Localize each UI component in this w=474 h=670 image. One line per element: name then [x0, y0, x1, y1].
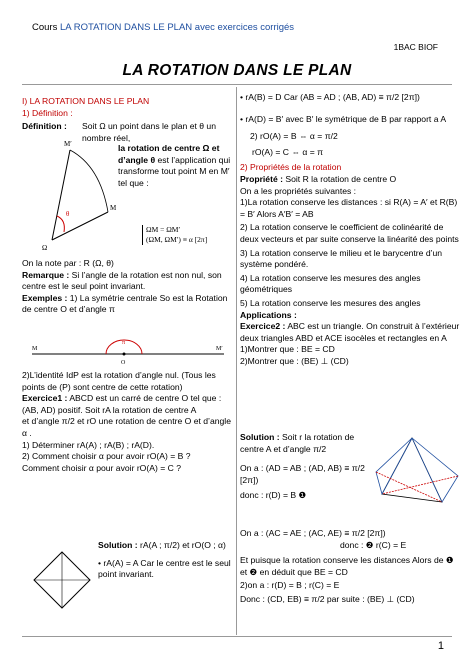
definition-text-1: Soit Ω un point dans le plan et θ un nombre réel, [82, 121, 216, 143]
definition-system [142, 225, 207, 245]
class-level: 1BAC BIOF [393, 42, 438, 52]
triangles-figure [372, 432, 464, 514]
exemples-label: Exemples : [22, 292, 68, 303]
footer-divider [22, 636, 452, 637]
label-m-left: M [32, 346, 38, 352]
property-2: 2) La rotation conserve le coefficient de colinéarité de deux vecteurs et par suite conserve la linéarité des points [240, 222, 459, 244]
notation-block [22, 258, 232, 316]
solution1-2b: rO(A) = C ⇔ α = π [252, 146, 324, 157]
example-2: 2)L’identité IdP est la rotation d’angle nul. (Tous les points de (P) sont centre de cette rotation) [22, 370, 216, 392]
property-5: 5) La rotation conserve les mesures des angles [240, 297, 421, 308]
exercice2-q1: 1)Montrer que : BE = CD [240, 344, 335, 355]
segment-omega-m [52, 212, 108, 240]
solution2-label: Solution : [240, 432, 280, 442]
course-header [32, 22, 294, 33]
notation: On la note par : R (Ω, θ) [22, 258, 114, 268]
column-divider [236, 87, 237, 635]
solution2-ona-2: On a : (AC = AE ; (AC, AE) ≡ π/2 [2π]) [240, 528, 386, 538]
example-1: 1) La symétrie centrale So est la Rotation de centre O et d’angle π [22, 292, 228, 315]
segment-eb [382, 476, 458, 494]
solution2-ona-1: On a : (AD = AB ; (AD, AB) ≡ π/2 [2π]) [240, 463, 365, 485]
label-pi: π [122, 340, 126, 346]
question-2: 2) Comment choisir α pour avoir rO(A) = B ? [22, 451, 191, 462]
subsection-heading: 1) Définition : [22, 107, 73, 118]
property-intro: Soit R la rotation de centre O [285, 173, 397, 184]
question-1: 1) Déterminer rA(A) ; rA(B) ; rA(D). [22, 439, 155, 450]
label-theta: θ [66, 210, 70, 218]
solution1-2a: 2) rO(A) = B ⇔ α = π/2 [250, 131, 338, 142]
label-o: O [121, 360, 126, 366]
solution1-block: Solution : rA(A ; π/2) et rO(O ; α) • rA(A) = A Car le centre est le seul point invariant. [98, 540, 231, 580]
page-title: LA ROTATION DANS LE PLAN [122, 62, 352, 79]
solution2-puisque: Et puisque la rotation conserve les distances Alors de ❶ et ❷ en déduit que BE = CD [240, 555, 454, 577]
definition-eq-1: ΩM = ΩM′ [146, 225, 181, 234]
exercice1-label: Exercice1 : [22, 393, 68, 404]
right-column: • rA(B) = D Car (AB = AD ; (AB, AD) ≡ π/2 [2π]) • rA(D) = B′ avec B′ le symétrique de B par rapport a A 2) rO(A) = B ⇔ α = π/2 rO(A) = C ⇔ α = π 2) Propriétés de la rotation Propriété : Soit R la rotation de centre O On a les propriétés suivantes : 1)La rotation conserve les distances : si R(A) = A′ et R(B) = B′ Alors A′B′ = AB 2) La rotation conserve le coefficient de colinéarité de deux vecteurs et par suite conserve la linéarité des points 3) La rotation conserve le milieu et le barycentre d’un système pondéré. 4) La rotation conserve les mesures des angles géométriques 5) La rotation conserve les mesures des angles Applications : Exercice2 : ABC est un triangle. On construit à l’extérieur deux triangles ABD et ACE isocèles et rectangles en A 1)Montrer que : BE = CD 2)Montrer que : (BE) ⊥ (CD) [240, 92, 462, 367]
definition-label: Définition : [22, 121, 67, 131]
definition-bold: la rotation de centre Ω et d’angle θ [118, 143, 220, 165]
symmetry-figure [24, 330, 232, 368]
label-omega: Ω [42, 244, 48, 252]
solution1-intro: rA(A ; π/2) et rO(O ; α) [140, 540, 226, 550]
applications-heading: Applications : [240, 309, 297, 320]
property-intro-2: On a les propriétés suivantes : [240, 185, 357, 196]
property-4: 4) La rotation conserve les mesures des angles géométriques [240, 272, 421, 295]
exercice2-q2: 2)Montrer que : (BE) ⊥ (CD) [240, 355, 349, 366]
property-1: 1)La rotation conserve les distances : si R(A) = A′ et R(B) = B′ Alors A′B′ = AB [240, 197, 458, 219]
remarque-label: Remarque : [22, 269, 70, 280]
label-mprime-right: M′ [216, 346, 223, 352]
exercice1-text: ABCD est un carré de centre O tel que : (AB, AD) positif. Soit rA la rotation de centre A [22, 393, 222, 415]
course-prefix: Cours [32, 22, 58, 33]
segment-omega-mprime [52, 150, 70, 240]
angle-arc [57, 216, 64, 232]
solution2-intro: Soit r la rotation de centre A et d’angle π/2 [240, 432, 355, 454]
solution2-donc-2: donc : ❷ r(C) = E [340, 539, 407, 550]
remarque-text: Si l’angle de la rotation est non nul, son centre est le seul point invariant. [22, 269, 222, 292]
exercice2-label: Exercice2 : [240, 321, 286, 332]
square-figure [30, 548, 94, 612]
label-m: M [110, 204, 117, 212]
left-column [22, 96, 232, 119]
definition-text-2: est l’application qui transforme tout point M en M′ tel que : [118, 154, 231, 188]
solution1-b2: rA(D) = B′ avec B′ le symétrique de B par rapport a A [245, 113, 447, 124]
page-number: 1 [437, 640, 444, 652]
label-mprime: M′ [64, 140, 72, 148]
triangle-ace [412, 438, 458, 502]
solution2-q2: 2)on a : r(D) = B ; r(C) = E [240, 580, 340, 591]
triangle-abc [382, 438, 442, 502]
question-3: Comment choisir α pour avoir rO(A) = C ? [22, 462, 181, 473]
subsection-properties: 2) Propriétés de la rotation [240, 162, 342, 173]
exercice2-text: ABC est un triangle. On construit à l’extérieur deux triangles ABD et ACE isocèles et rectangles en A [240, 321, 460, 343]
rotation-arc [70, 150, 108, 212]
title-divider [22, 84, 452, 85]
rotation-figure [26, 132, 122, 256]
solution2-cont [240, 528, 462, 606]
property-label: Propriété : [240, 173, 283, 184]
solution2-block [240, 432, 370, 502]
course-title: LA ROTATION DANS LE PLAN avec exercices corrigés [59, 22, 295, 33]
identity-example [22, 370, 232, 474]
definition-eq-2: (ΩM, ΩM′) ≡ α [2π] [146, 235, 208, 244]
solution2-donc-3: Donc : (CD, EB) ≡ π/2 par suite : (BE) ⊥ (CD) [240, 593, 415, 604]
center-point [123, 353, 126, 356]
solution1-b1: rA(B) = D Car (AB = AD ; (AB, AD) ≡ π/2 [2π]) [245, 92, 420, 102]
solution2-donc-1: donc : r(D) = B ❶ [240, 490, 307, 501]
solution1-bullet: rA(A) = A Car le centre est le seul point invariant. [98, 557, 231, 580]
section-heading: I) LA ROTATION DANS LE PLAN [22, 96, 150, 106]
solution1-label: Solution : [98, 540, 138, 550]
definition-cont [118, 143, 232, 189]
property-3: 3) La rotation conserve le milieu et le barycentre d’un système pondéré. [240, 247, 443, 270]
exercice1-text-b: et d’angle π/2 et rO une rotation de centre O et d’angle α . [22, 416, 231, 438]
